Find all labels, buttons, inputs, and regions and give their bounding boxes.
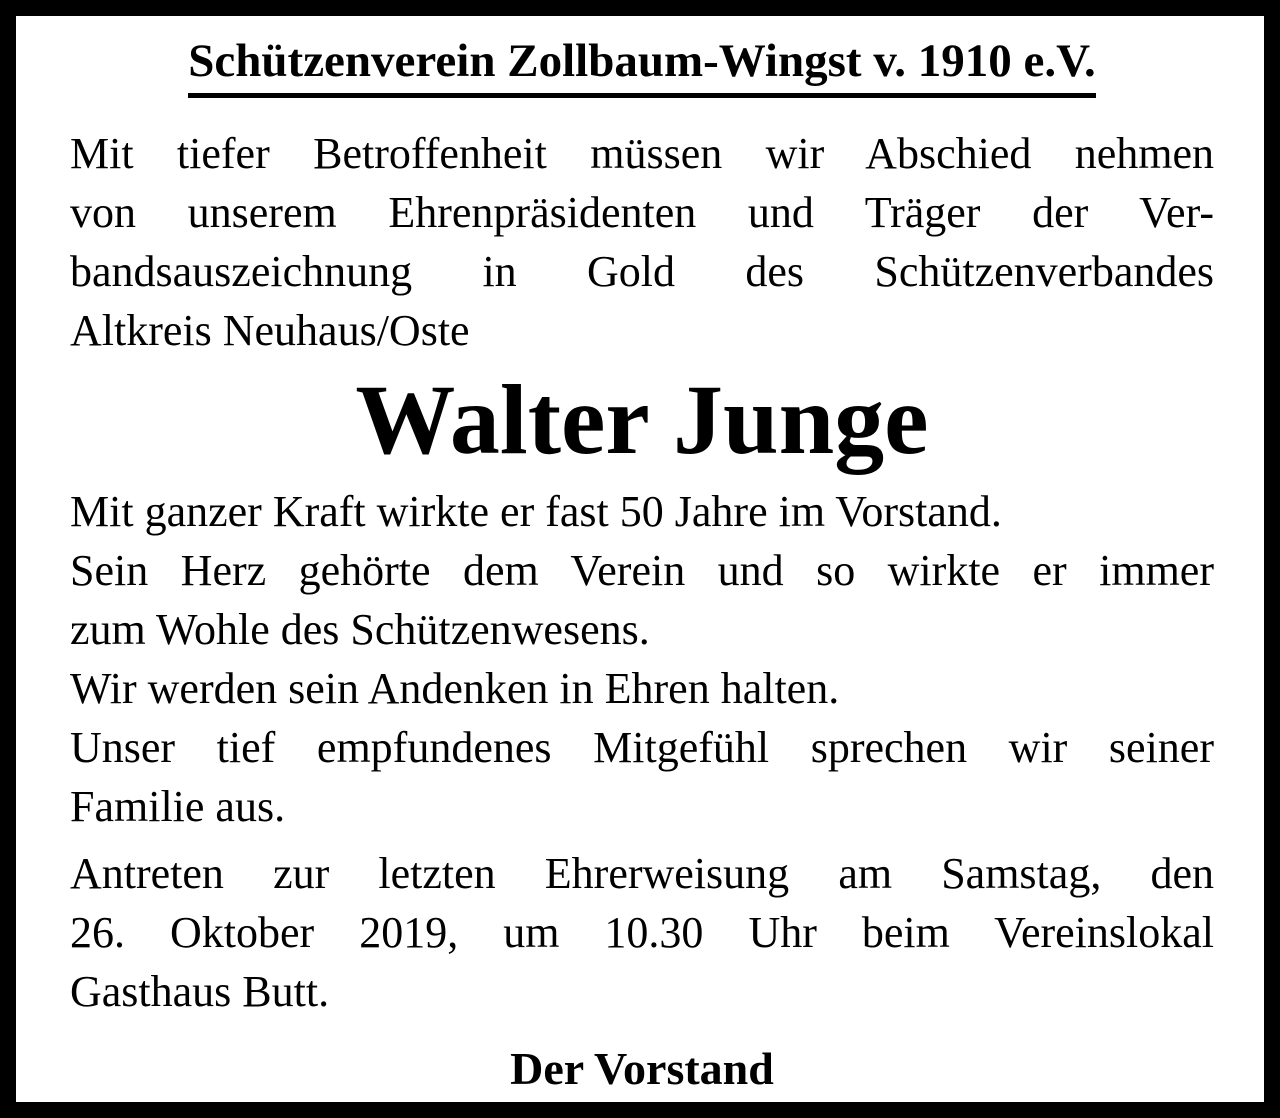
body-line: Unser tief empfundenes Mitgefühl sprechen wir seiner	[70, 722, 1214, 772]
body-line: 26. Oktober 2019, um 10.30 Uhr beim Vereinslokal	[70, 907, 1214, 957]
intro-paragraph	[70, 124, 1214, 360]
body-line: Antreten zur letzten Ehrerweisung am Samstag, den	[70, 848, 1214, 898]
body-line: Familie aus.	[70, 781, 286, 831]
closing-signature: Der Vorstand	[510, 1042, 774, 1094]
intro-line: Altkreis Neuhaus/Oste	[70, 305, 470, 355]
intro-line: von unserem Ehrenpräsidenten und Träger der Ver-	[70, 187, 1214, 237]
deceased-name: Walter Junge	[355, 363, 929, 475]
header	[70, 36, 1214, 98]
body-line: Sein Herz gehörte dem Verein und so wirkte er immer	[70, 545, 1214, 595]
intro-line: Mit tiefer Betroffenheit müssen wir Abschied nehmen	[70, 128, 1214, 178]
body-line: zum Wohle des Schützenwesens.	[70, 604, 650, 654]
body-line: Mit ganzer Kraft wirkte er fast 50 Jahre im Vorstand.	[70, 486, 1002, 536]
intro-line: bandsauszeichnung in Gold des Schützenverbandes	[70, 246, 1214, 296]
body-line: Gasthaus Butt.	[70, 966, 330, 1016]
body-text	[70, 482, 1214, 1021]
body-line: Wir werden sein Andenken in Ehren halten.	[70, 663, 840, 713]
organization-title: Schützenverein Zollbaum-Wingst v. 1910 e.V.	[188, 36, 1095, 98]
